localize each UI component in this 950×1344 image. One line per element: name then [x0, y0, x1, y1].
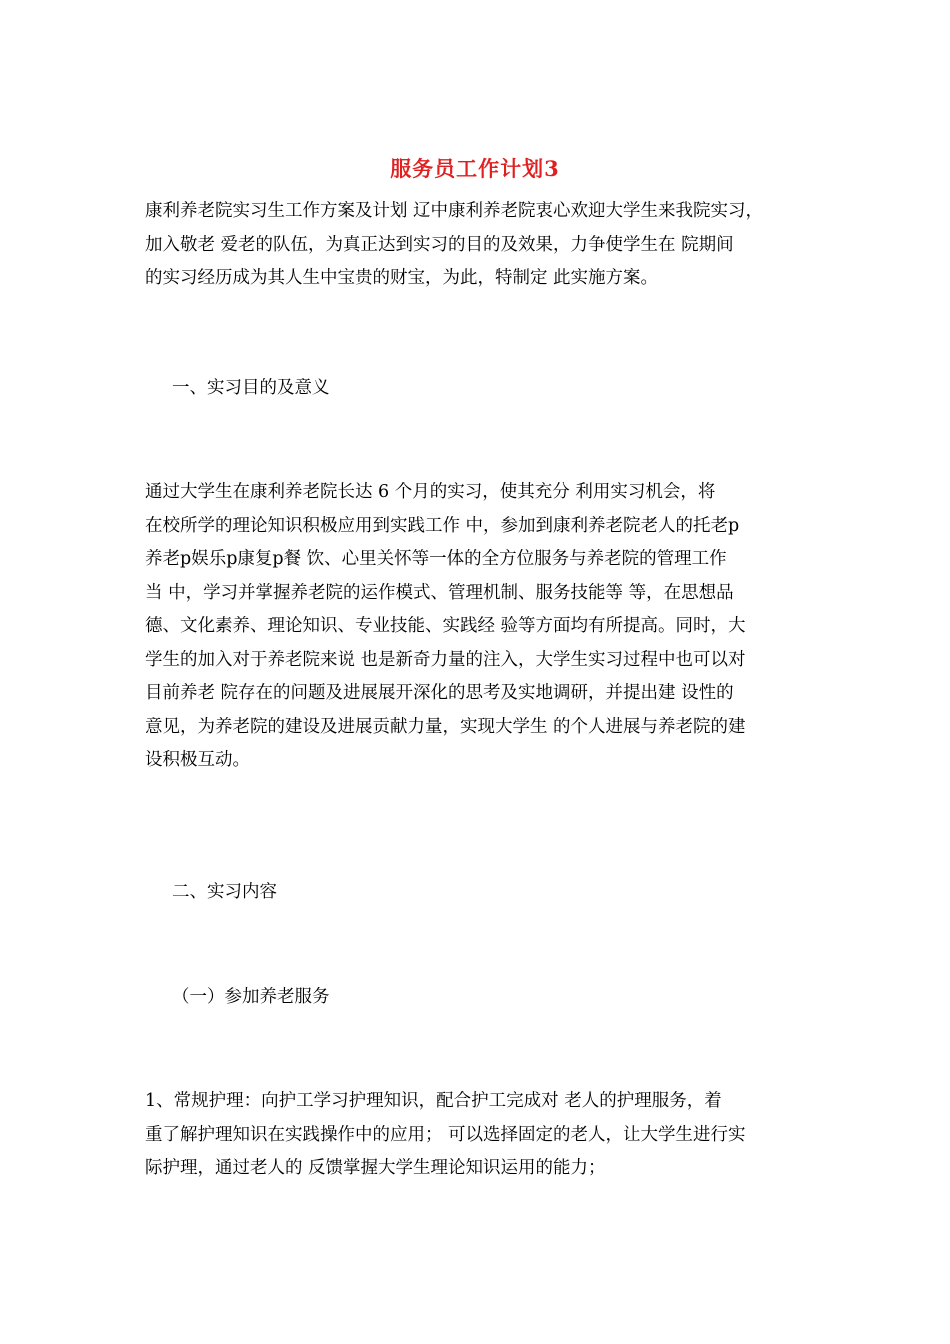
paragraph-line: 设积极互动。	[145, 750, 250, 770]
section-heading-content: 二、实习内容	[172, 882, 277, 902]
paragraph-line: 通过大学生在康利养老院长达 6 个月的实习，使其充分 利用实习机会，将	[145, 482, 716, 502]
section1-paragraph	[145, 476, 815, 778]
paragraph-line: 的实习经历成为其人生中宝贵的财宝，为此，特制定 此实施方案。	[145, 268, 659, 288]
paragraph-line: 学生的加入对于养老院来说 也是新奇力量的注入，大学生实习过程中也可以对	[145, 649, 746, 670]
document-title: 服务员工作计划3	[390, 156, 560, 181]
paragraph-line: 当 中，学习并掌握养老院的运作模式、管理机制、服务技能等 等，在思想品	[145, 582, 734, 603]
intro-paragraph	[145, 195, 815, 296]
paragraph-line: 际护理，通过老人的 反馈掌握大学生理论知识运用的能力；	[145, 1158, 606, 1178]
paragraph-line: 加入敬老 爱老的队伍，为真正达到实习的目的及效果，力争使学生在 院期间	[145, 234, 734, 255]
paragraph-line: 意见，为养老院的建设及进展贡献力量，实现大学生 的个人进展与养老院的建	[145, 716, 746, 737]
item1-paragraph	[145, 1085, 815, 1186]
paragraph-line: 康利养老院实习生工作方案及计划 辽中康利养老院衷心欢迎大学生来我院实习，	[145, 201, 764, 221]
section-heading-purpose: 一、实习目的及意义	[172, 378, 330, 398]
paragraph-line: 目前养老 院存在的问题及进展展开深化的思考及实地调研，并提出建 设性的	[145, 683, 734, 703]
paragraph-line: 重了解护理知识在实践操作中的应用； 可以选择固定的老人，让大学生进行实	[145, 1124, 746, 1145]
paragraph-line: 养老p娱乐p康复p餐 饮、心里关怀等一体的全方位服务与养老院的管理工作	[145, 549, 727, 569]
paragraph-line: 德、文化素养、理论知识、专业技能、实践经 验等方面均有所提高。同时，大	[145, 616, 746, 636]
paragraph-line: 在校所学的理论知识积极应用到实践工作 中，参加到康利养老院老人的托老p	[145, 515, 740, 536]
paragraph-line: 1、常规护理：向护工学习护理知识，配合护工完成对 老人的护理服务，着	[145, 1091, 722, 1111]
subsection-heading-service: （一）参加养老服务	[172, 987, 330, 1007]
